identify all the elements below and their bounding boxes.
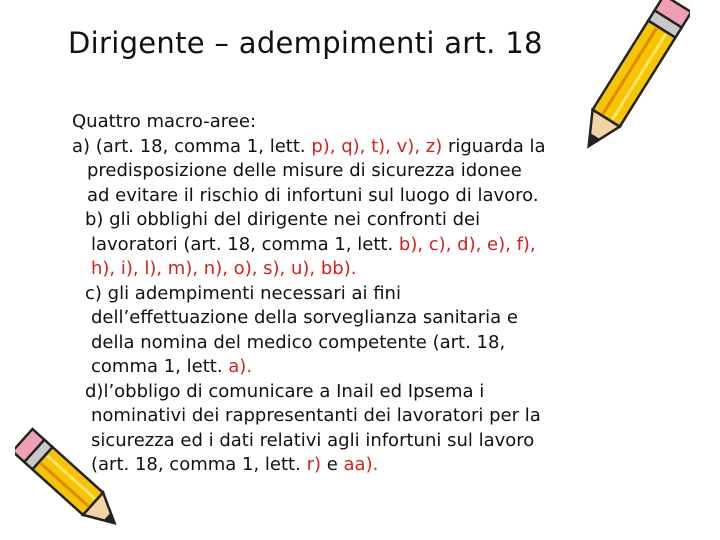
reference-letters: aa). — [343, 454, 379, 475]
text-segment: c) gli adempimenti necessari ai fini — [85, 282, 401, 304]
reference-letters: a). — [228, 356, 253, 377]
item-b-line — [72, 257, 672, 282]
item-a-line — [72, 159, 672, 184]
text-segment: sicurezza ed i dati relativi agli infortuni sul lavoro — [91, 429, 535, 451]
text-segment: comma 1, lett. — [91, 356, 229, 377]
item-c-line — [72, 355, 672, 380]
item-d-line — [72, 380, 672, 405]
item-d-line — [72, 453, 672, 478]
item-a-line — [72, 184, 672, 209]
slide-body — [72, 110, 672, 478]
reference-letters: h), i), l), m), n), o), s), u), bb). — [91, 258, 357, 279]
text-segment: ad evitare il rischio di infortuni sul luogo di lavoro. — [87, 184, 539, 206]
text-segment: (art. 18, comma 1, lett. — [91, 454, 307, 475]
text-segment: Quattro macro-aree: — [72, 111, 257, 132]
text-segment: a) (art. 18, comma 1, lett. — [72, 135, 312, 157]
text-segment: predisposizione delle misure di sicurezza idonee — [87, 160, 522, 181]
reference-letters: b), c), d), e), f), — [398, 233, 536, 255]
text-segment: d)l’obbligo di comunicare a Inail ed Ipsema i — [85, 380, 485, 402]
text-segment: lavoratori (art. 18, comma 1, lett. — [91, 233, 399, 255]
text-segment: dell’effettuazione della sorveglianza sanitaria e — [91, 307, 518, 328]
text-segment: b) gli obblighi del dirigente nei confronti dei — [85, 209, 481, 230]
text-segment: della nomina del medico competente (art. 18, — [91, 331, 506, 353]
text-segment: nominativi dei rappresentanti dei lavoratori per la — [91, 405, 541, 426]
reference-letters: p), q), t), v), z) — [311, 135, 443, 157]
item-b-line — [72, 233, 672, 258]
item-c-line — [72, 331, 672, 356]
item-c-line — [72, 306, 672, 331]
text-segment: riguarda la — [442, 135, 546, 157]
reference-letters: r) — [306, 454, 321, 475]
item-c-line — [72, 282, 672, 307]
intro-line — [72, 110, 672, 135]
item-d-line — [72, 404, 672, 429]
item-b-line — [72, 208, 672, 233]
item-a-line — [72, 135, 672, 160]
text-segment: e — [321, 454, 344, 475]
slide-title: Dirigente – adempimenti art. 18 — [68, 26, 543, 60]
item-d-line — [72, 429, 672, 454]
